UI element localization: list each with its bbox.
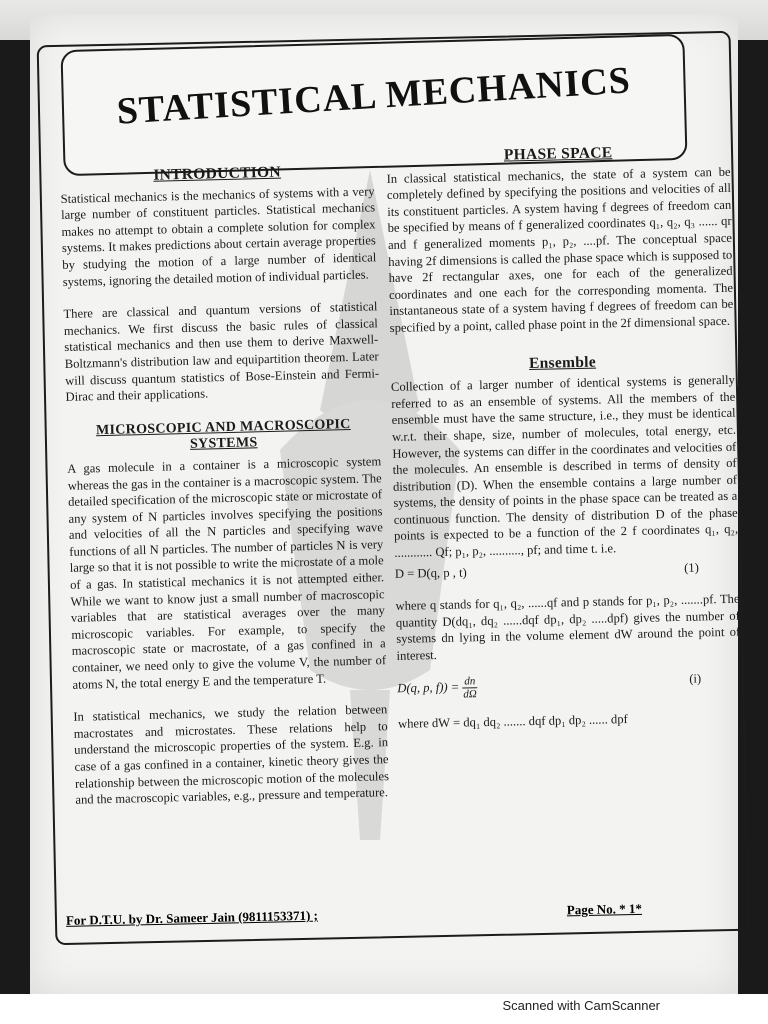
fraction-denominator: dΩ (463, 687, 477, 701)
equation-1-number: (1) (683, 560, 699, 575)
equation-2-number: (i) (689, 671, 702, 686)
equation-1 (395, 558, 739, 582)
equation-1-expression: D = D(q, p , t) (394, 565, 467, 581)
phase-space-paragraph: In classical statistical mechanics, the state of a system can be completely defined by specifying the positions and velocities of all its constituent particles. A system having f degrees of freedom can be specified by means of f generalized coordinates q₁, q₂, q₃ ...... qr and f generalized moments p₁, p₂, ....pf. The conceptual space having 2f dimensions is called the phase space which is supposed to have 2f rectangular axes, one for each of the generalized coordinates and one each for the corresponding momenta. The instantaneous state of a system having f degrees of freedom can be specified by a point, called phase point in the 2f dimensional space. (386, 164, 734, 335)
fraction-numerator: dn (462, 675, 477, 688)
equation-2-lhs: D(q, p, f)) = (397, 679, 460, 695)
introduction-paragraph-2: There are classical and quantum versions of statistical mechanics. We first discuss the basic rules of classical statistical mechanics and then use them to derive Maxwell-Boltzmann's distribution law and equipartition theorem. Later will discuss quantum statistics of Bose-Einstein and Fermi-Dirac and their applications. (63, 299, 380, 405)
micro-macro-heading-line2: SYSTEMS (189, 435, 258, 453)
ensemble-paragraph-1: Collection of a larger number of identical systems is generally referred to as an ensemble of systems. All the members of the ensemble must have the same structure, i.e., they must be identical w.r.t. their shape, size, number of molecules, total energy, etc. However, the systems can differ in the coordinates and velocities of the molecules. An ensemble is described in terms of density of distribution (D). When the ensemble contains a large number of systems, the density of points in the phase space can be treated as a continuous function. The density of distribution D of the phase points is expected to be a function of the 2 f coordinates q₁, q₂, ............ Qf; p₁, p₂, .........., pf; and time t. i.e. (390, 372, 739, 560)
footer-page-number: Page No. * 1* (566, 900, 643, 918)
right-column (386, 143, 742, 744)
equation-2-fraction (462, 675, 478, 700)
ensemble-paragraph-2: where q stands for q₁, q₂, ......qf and p stands for p₁, p₂, .......pf. The quantity D(dq₁, dq₂ ......dqf dp₁, dp₂ .....dpf) gives the number of systems dn lying in the volume element dW around the point of interest. (395, 591, 741, 663)
equation-2 (397, 669, 741, 701)
phase-space-heading: PHASE SPACE (503, 144, 613, 164)
footer-author: For D.T.U. by Dr. Sameer Jain (9811153371) ; (65, 907, 319, 928)
micro-macro-paragraph-1: A gas molecule in a container is a microscopic system whereas the gas in the container is a macroscopic system. The detailed specification of the microscopic state or microstate of any system of N particles involves specifying the positions and velocities of all the N particles and specifying wave functions of all N particles. The number of particles N is very large so that it is not possible to write the microstate of a mole of a gas. In statistical mechanics it is not attempted either. While we want to know just a small number of macroscopic variables that are statistical averages over the many microscopic variables. For example, to specify the macroscopic state or macrostate, of a gas confined in a container, we need only to give the volume V, the number of atoms N, the total energy E and the temperature T. (67, 454, 387, 692)
micro-macro-heading-line1: MICROSCOPIC AND MACROSCOPIC (95, 416, 351, 438)
micro-macro-paragraph-2: In statistical mechanics, we study the relation between macrostates and microstates. These relations help to understand the microscopic properties of the system. E.g. in case of a gas confined in a container, kinetic theory gives the relationship between the microscopic motion of the molecules and the macroscopic variables, e.g., pressure and temperature. (73, 702, 390, 807)
introduction-paragraph-1: Statistical mechanics is the mechanics of systems with a very large number of constituent particles. Statistical mechanics makes no attempt to obtain a complete solution for complex systems. It makes predictions about certain average properties by studying the motion of a large number of identical systems, ignoring the detailed motion of individual particles. (60, 183, 377, 289)
left-column (60, 162, 390, 820)
equation-3: where dW = dq₁ dq₂ ....... dqf dp₁ dp₂ ...... dpf (397, 711, 628, 731)
scanner-caption: Scanned with CamScanner (502, 998, 660, 1013)
page-title: STATISTICAL MECHANICS (115, 59, 632, 133)
introduction-heading: INTRODUCTION (153, 163, 282, 184)
ensemble-heading: Ensemble (528, 353, 597, 372)
